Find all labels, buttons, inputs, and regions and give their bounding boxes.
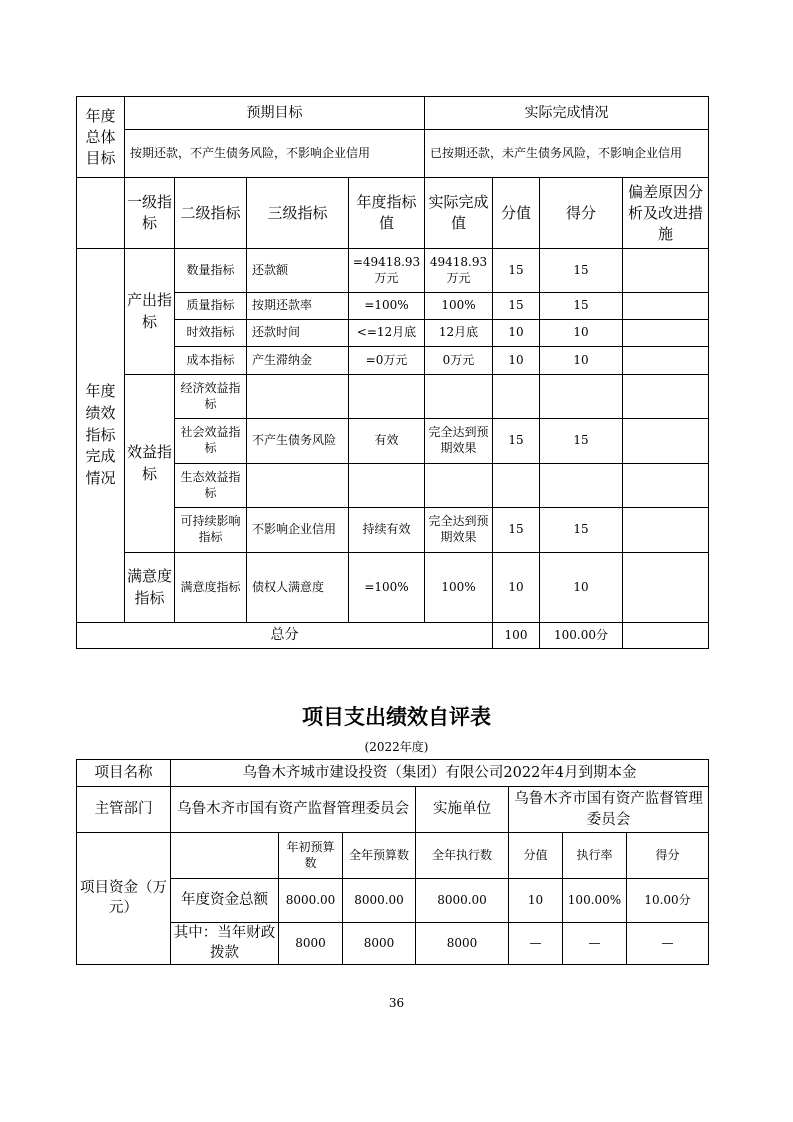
target-cell [349, 464, 425, 508]
group-satisfaction: 满意度指标 [125, 553, 175, 623]
total-score: 100.00分 [540, 623, 623, 649]
score-cell: 15 [540, 249, 623, 293]
level2-cell: 数量指标 [175, 249, 247, 293]
level3-cell [247, 375, 349, 419]
fund-row-label: 其中：当年财政拨款 [171, 923, 279, 965]
level2-cell: 可持续影响指标 [175, 508, 247, 553]
actual-completion-text: 已按期还款，未产生债务风险，不影响企业信用 [425, 130, 709, 178]
group-benefit: 效益指标 [125, 375, 175, 553]
dept-value: 乌鲁木齐市国有资产监督管理委员会 [171, 787, 416, 833]
header-level2: 二级指标 [175, 178, 247, 249]
fund-row-label: 年度资金总额 [171, 879, 279, 923]
actual-cell [425, 464, 493, 508]
score-cell [540, 464, 623, 508]
level3-cell: 不影响企业信用 [247, 508, 349, 553]
level2-cell: 生态效益指标 [175, 464, 247, 508]
actual-cell: 完全达到预期效果 [425, 419, 493, 464]
note-cell [623, 347, 709, 375]
project-expense-table [76, 759, 709, 965]
note-cell [623, 419, 709, 464]
actual-cell: 完全达到预期效果 [425, 508, 493, 553]
impl-unit-value: 乌鲁木齐市国有资产监督管理委员会 [509, 787, 709, 833]
fund-initial-cell: 8000.00 [279, 879, 343, 923]
fund-rate-cell: — [563, 923, 627, 965]
level2-cell: 满意度指标 [175, 553, 247, 623]
header-score-value: 分值 [493, 178, 540, 249]
actual-cell: 100% [425, 553, 493, 623]
header-score: 得分 [540, 178, 623, 249]
fund-header-annual: 全年预算数 [343, 833, 416, 879]
header-level1: 一级指标 [125, 178, 175, 249]
score-cell: 15 [540, 419, 623, 464]
target-cell: <=12月底 [349, 320, 425, 347]
level3-cell [247, 464, 349, 508]
header-deviation: 偏差原因分析及改进措施 [623, 178, 709, 249]
section-label: 年度绩效指标完成情况 [77, 249, 125, 623]
score-value-cell: 10 [493, 553, 540, 623]
header-target: 年度指标值 [349, 178, 425, 249]
level2-cell: 成本指标 [175, 347, 247, 375]
score-cell [540, 375, 623, 419]
total-label: 总分 [77, 623, 493, 649]
actual-cell [425, 375, 493, 419]
header-level3: 三级指标 [247, 178, 349, 249]
note-cell [623, 508, 709, 553]
score-value-cell: 10 [493, 347, 540, 375]
impl-unit-label: 实施单位 [416, 787, 509, 833]
fund-header-rate: 执行率 [563, 833, 627, 879]
level2-cell: 经济效益指标 [175, 375, 247, 419]
target-cell: =100% [349, 553, 425, 623]
score-value-cell: 15 [493, 249, 540, 293]
fund-header-executed: 全年执行数 [416, 833, 509, 879]
performance-indicator-table [76, 96, 709, 649]
fund-annual-cell: 8000.00 [343, 879, 416, 923]
fund-executed-cell: 8000.00 [416, 879, 509, 923]
expected-goal-header: 预期目标 [125, 97, 425, 130]
score-value-cell: 10 [493, 320, 540, 347]
target-cell: =49418.93万元 [349, 249, 425, 293]
fund-annual-cell: 8000 [343, 923, 416, 965]
level3-cell: 债权人满意度 [247, 553, 349, 623]
fund-header-initial: 年初预算数 [279, 833, 343, 879]
target-cell: =0万元 [349, 347, 425, 375]
level2-cell: 时效指标 [175, 320, 247, 347]
level3-cell: 产生滞纳金 [247, 347, 349, 375]
note-cell [623, 249, 709, 293]
fund-label: 项目资金（万元） [77, 833, 171, 965]
note-cell [623, 293, 709, 320]
note-cell [623, 320, 709, 347]
header-actual: 实际完成值 [425, 178, 493, 249]
level3-cell: 不产生债务风险 [247, 419, 349, 464]
fund-score-cell: — [627, 923, 709, 965]
score-value-cell: 15 [493, 508, 540, 553]
score-cell: 15 [540, 293, 623, 320]
dept-label: 主管部门 [77, 787, 171, 833]
target-cell: 持续有效 [349, 508, 425, 553]
fund-header-blank [171, 833, 279, 879]
score-value-cell [493, 464, 540, 508]
actual-cell: 49418.93万元 [425, 249, 493, 293]
level2-cell: 社会效益指标 [175, 419, 247, 464]
overall-goal-label: 年度总体目标 [77, 97, 125, 178]
expected-goal-text: 按期还款，不产生债务风险，不影响企业信用 [125, 130, 425, 178]
actual-cell: 0万元 [425, 347, 493, 375]
actual-cell: 12月底 [425, 320, 493, 347]
score-cell: 10 [540, 320, 623, 347]
year-subtitle: (2022年度) [364, 740, 429, 754]
fund-header-score-value: 分值 [509, 833, 563, 879]
score-cell: 10 [540, 553, 623, 623]
note-cell [623, 375, 709, 419]
level3-cell: 按期还款率 [247, 293, 349, 320]
fund-executed-cell: 8000 [416, 923, 509, 965]
actual-cell: 100% [425, 293, 493, 320]
fund-score-value-cell: 10 [509, 879, 563, 923]
note-cell [623, 464, 709, 508]
project-name-label: 项目名称 [77, 760, 171, 787]
fund-rate-cell: 100.00% [563, 879, 627, 923]
fund-score-value-cell: — [509, 923, 563, 965]
fund-header-score: 得分 [627, 833, 709, 879]
score-cell: 15 [540, 508, 623, 553]
score-value-cell: 15 [493, 419, 540, 464]
note-cell [623, 553, 709, 623]
self-evaluation-title: 项目支出绩效自评表 [302, 705, 491, 729]
total-note-cell [623, 623, 709, 649]
actual-completion-header: 实际完成情况 [425, 97, 709, 130]
score-value-cell: 15 [493, 293, 540, 320]
page-number: 36 [388, 996, 405, 1010]
target-cell: =100% [349, 293, 425, 320]
group-output: 产出指标 [125, 249, 175, 375]
score-cell: 10 [540, 347, 623, 375]
total-value: 100 [493, 623, 540, 649]
target-cell: 有效 [349, 419, 425, 464]
project-name-value: 乌鲁木齐城市建设投资（集团）有限公司2022年4月到期本金 [171, 760, 709, 787]
level3-cell: 还款时间 [247, 320, 349, 347]
level2-cell: 质量指标 [175, 293, 247, 320]
level3-cell: 还款额 [247, 249, 349, 293]
target-cell [349, 375, 425, 419]
header-blank-cell [77, 178, 125, 249]
fund-initial-cell: 8000 [279, 923, 343, 965]
score-value-cell [493, 375, 540, 419]
fund-score-cell: 10.00分 [627, 879, 709, 923]
